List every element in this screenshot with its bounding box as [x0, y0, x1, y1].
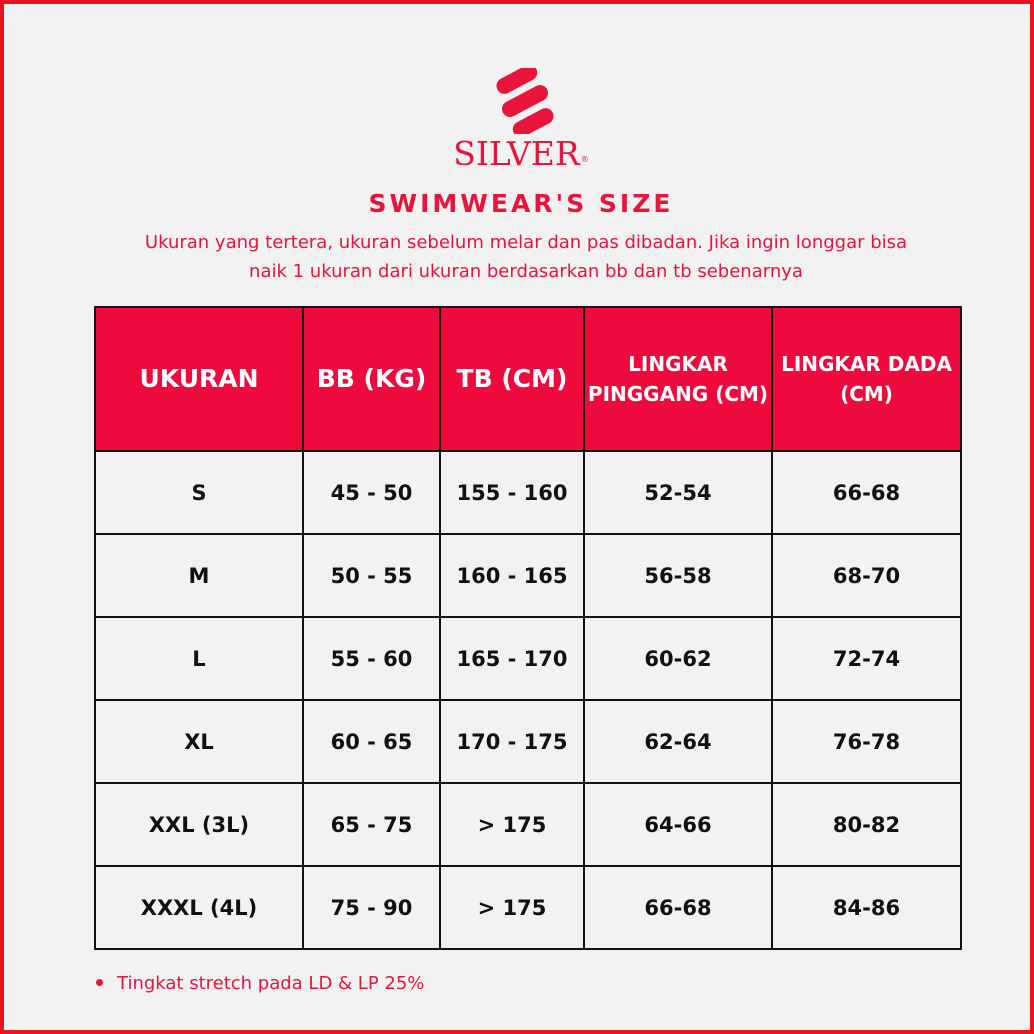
cell-chest: 68-70: [772, 534, 961, 617]
table-header-row: [95, 307, 961, 451]
header-ukuran: UKURAN: [95, 307, 303, 451]
bullet-icon: [96, 979, 103, 986]
cell-bb: 65 - 75: [303, 783, 440, 866]
cell-bb: 55 - 60: [303, 617, 440, 700]
cell-tb: 165 - 170: [440, 617, 584, 700]
cell-bb: 50 - 55: [303, 534, 440, 617]
header-tb: TB (CM): [440, 307, 584, 451]
cell-size: M: [95, 534, 303, 617]
cell-chest: 80-82: [772, 783, 961, 866]
cell-tb: > 175: [440, 783, 584, 866]
cell-waist: 62-64: [584, 700, 772, 783]
table-row: [95, 534, 961, 617]
cell-tb: 160 - 165: [440, 534, 584, 617]
cell-bb: 75 - 90: [303, 866, 440, 949]
cell-size: L: [95, 617, 303, 700]
header-lingkar-dada: LINGKAR DADA (CM): [772, 307, 961, 451]
page-subtitle: Ukuran yang tertera, ukuran sebelum melar dan pas dibadan. Jika ingin longgar bisa naik 1 ukuran dari ukuran berdasarkan bb dan tb sebenarnya: [144, 232, 908, 282]
table-row: [95, 866, 961, 949]
stretch-note-text: Tingkat stretch pada LD & LP 25%: [117, 973, 425, 994]
cell-bb: 60 - 65: [303, 700, 440, 783]
registered-mark: ®: [580, 155, 589, 164]
table-row: [95, 451, 961, 534]
cell-tb: 155 - 160: [440, 451, 584, 534]
brand-name: SILVER: [453, 134, 580, 173]
cell-chest: 84-86: [772, 866, 961, 949]
header-bb: BB (KG): [303, 307, 440, 451]
cell-waist: 66-68: [584, 866, 772, 949]
brand-wordmark: [4, 134, 1034, 174]
header-lingkar-pinggang: LINGKAR PINGGANG (CM): [584, 307, 772, 451]
page-title: SWIMWEAR'S SIZE: [368, 189, 674, 218]
cell-chest: 66-68: [772, 451, 961, 534]
cell-waist: 64-66: [584, 783, 772, 866]
cell-size: S: [95, 451, 303, 534]
cell-bb: 45 - 50: [303, 451, 440, 534]
stretch-note: [96, 970, 424, 998]
cell-tb: 170 - 175: [440, 700, 584, 783]
cell-chest: 72-74: [772, 617, 961, 700]
table-row: [95, 700, 961, 783]
table-row: [95, 783, 961, 866]
cell-chest: 76-78: [772, 700, 961, 783]
size-table: [94, 306, 962, 950]
cell-size: XL: [95, 700, 303, 783]
table-row: [95, 617, 961, 700]
cell-waist: 60-62: [584, 617, 772, 700]
cell-waist: 56-58: [584, 534, 772, 617]
silver-s-logo-icon: [492, 68, 558, 134]
cell-size: XXL (3L): [95, 783, 303, 866]
cell-tb: > 175: [440, 866, 584, 949]
cell-size: XXXL (4L): [95, 866, 303, 949]
cell-waist: 52-54: [584, 451, 772, 534]
